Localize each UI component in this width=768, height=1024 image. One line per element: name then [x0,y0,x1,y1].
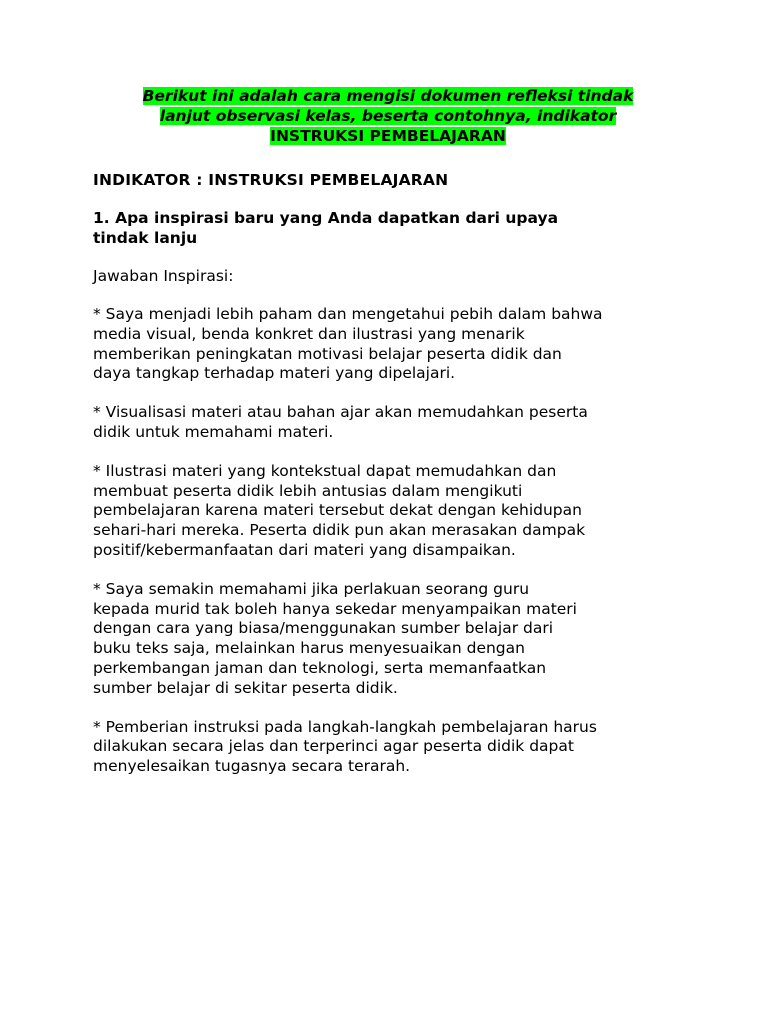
document-page [93,86,683,777]
title-line-2 [93,106,683,126]
document-title [93,86,683,146]
answer-paragraph-1: * Saya menjadi lebih paham dan mengetahui pebih dalam bahwa media visual, benda konkret dan ilustrasi yang menarik memberikan peningkatan motivasi belajar peserta didik dan daya tangkap terhadap materi yang dipelajari. [93,305,603,383]
answer-heading: Jawaban Inspirasi: [93,267,234,285]
answer-paragraph-4: * Saya semakin memahami jika perlakuan seorang guru kepada murid tak boleh hanya sekedar menyampaikan materi dengan cara yang biasa/menggunakan sumber belajar dari buku teks saja, melainkan harus menyesuaikan dengan perkembangan jaman dan teknologi, serta memanfaatkan sumber belajar di sekitar peserta didik. [93,579,577,697]
answer-paragraph-5: * Pemberian instruksi pada langkah-langkah pembelajaran harus dilakukan secara jelas dan terperinci agar peserta didik dapat menyelesaikan tugasnya secara terarah. [93,717,597,776]
title-line-3 [93,126,683,146]
title-line-2-text: lanjut observasi kelas, beserta contohnya, indikator [159,107,617,125]
question-heading: 1. Apa inspirasi baru yang Anda dapatkan dari upaya tindak lanju [93,209,559,247]
answer-paragraph-3: * Ilustrasi materi yang kontekstual dapat memudahkan dan membuat peserta didik lebih antusias dalam mengikuti pembelajaran karena materi tersebut dekat dengan kehidupan sehari-hari mereka. Peserta didik pun akan merasakan dampak positif/kebermanfaatan dari materi yang disampaikan. [93,461,586,559]
indicator-heading: INDIKATOR : INSTRUKSI PEMBELAJARAN [93,171,449,189]
title-line-1-text: Berikut ini adalah cara mengisi dokumen refleksi tindak [142,87,634,105]
title-line-1 [93,86,683,106]
title-line-3-text: INSTRUKSI PEMBELAJARAN [270,127,506,145]
answer-paragraph-2: * Visualisasi materi atau bahan ajar akan memudahkan peserta didik untuk memahami materi. [93,403,588,441]
